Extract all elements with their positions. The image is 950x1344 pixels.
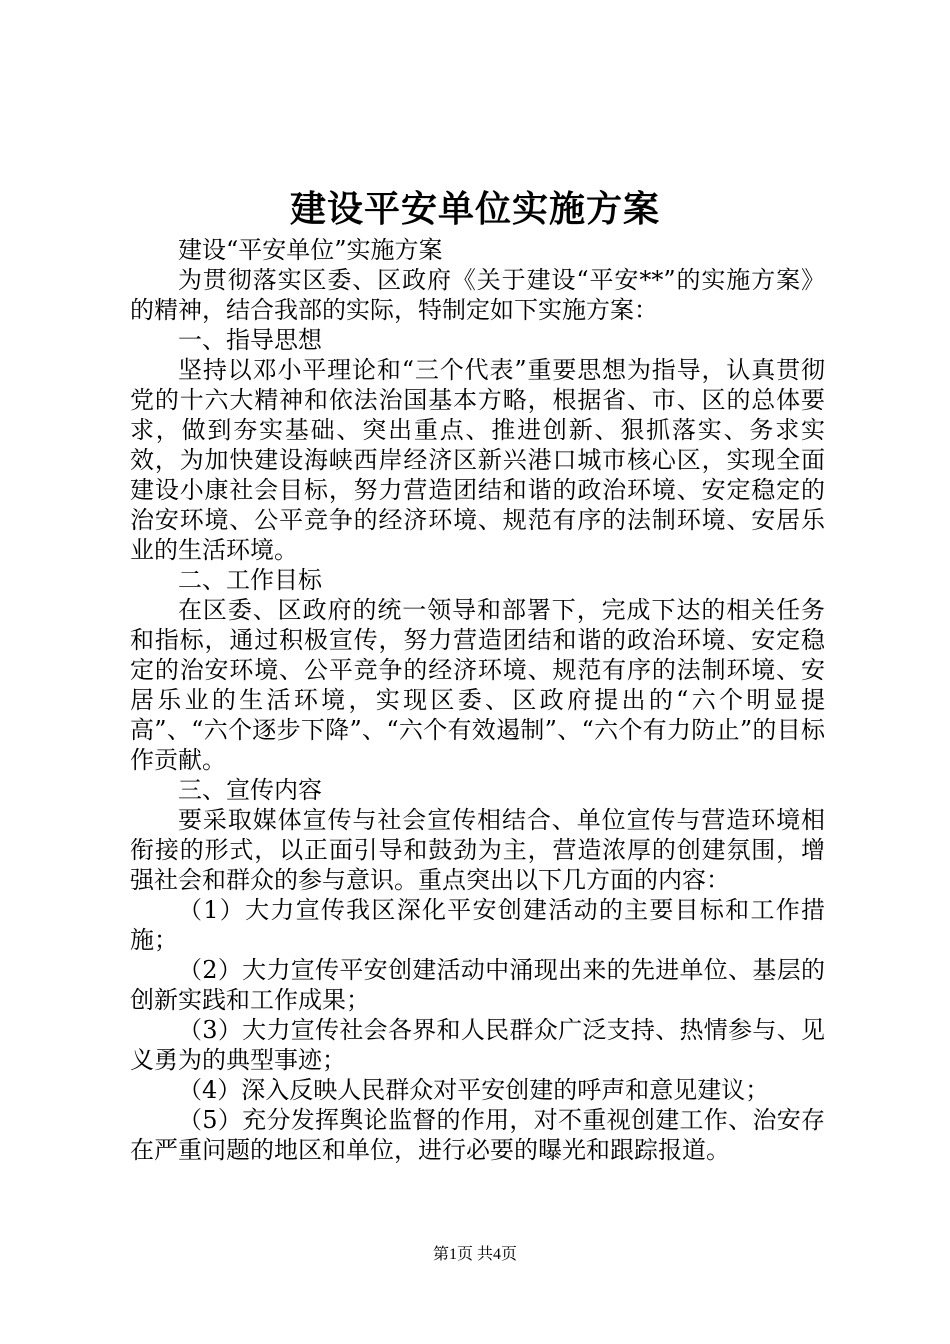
page-number-footer: 第1页 共4页 xyxy=(432,1246,517,1263)
paragraph-intro: 为贯彻落实区委、区政府《关于建设“平安**”的实施方案》的精神，结合我部的实际，特制定如下实施方案： xyxy=(130,266,825,324)
section-heading-guiding-thought: 一、指导思想 xyxy=(178,326,322,354)
list-item-4: （4）深入反映人民群众对平安创建的呼声和意见建议； xyxy=(178,1076,770,1104)
paragraph-publicity-content: 要采取媒体宣传与社会宣传相结合、单位宣传与营造环境相衔接的形式，以正面引导和鼓劲为主，营造浓厚的创建氛围，增强社会和群众的参与意识。重点突出以下几方面的内容： xyxy=(130,806,825,894)
document-title: 建设平安单位实施方案 xyxy=(289,188,660,230)
list-item-5: （5）充分发挥舆论监督的作用，对不重视创建工作、治安存在严重问题的地区和单位，进行必要的曝光和跟踪报道。 xyxy=(130,1106,825,1164)
section-heading-work-goals: 二、工作目标 xyxy=(178,566,322,594)
paragraph-subtitle: 建设“平安单位”实施方案 xyxy=(178,236,443,264)
list-item-2: （2）大力宣传平安创建活动中涌现出来的先进单位、基层的创新实践和工作成果； xyxy=(130,956,825,1014)
paragraph-work-goals: 在区委、区政府的统一领导和部署下，完成下达的相关任务和指标，通过积极宣传，努力营造团结和谐的政治环境、安定稳定的治安环境、公平竞争的经济环境、规范有序的法制环境、安居乐业的生活环境，实现区委、区政府提出的“六个明显提高”、“六个逐步下降”、“六个有效遏制”、“六个有力防止”的目标作贡献。 xyxy=(130,596,825,774)
list-item-3: （3）大力宣传社会各界和人民群众广泛支持、热情参与、见义勇为的典型事迹； xyxy=(130,1016,825,1074)
list-item-1: （1）大力宣传我区深化平安创建活动的主要目标和工作措施； xyxy=(130,896,825,954)
section-heading-publicity-content: 三、宣传内容 xyxy=(178,776,322,804)
paragraph-guiding-thought: 坚持以邓小平理论和“三个代表”重要思想为指导，认真贯彻党的十六大精神和依法治国基本方略，根据省、市、区的总体要求，做到夯实基础、突出重点、推进创新、狠抓落实、务求实效，为加快建设海峡西岸经济区新兴港口城市核心区，实现全面建设小康社会目标，努力营造团结和谐的政治环境、安定稳定的治安环境、公平竞争的经济环境、规范有序的法制环境、安居乐业的生活环境。 xyxy=(130,356,825,564)
document-body xyxy=(130,235,825,1165)
